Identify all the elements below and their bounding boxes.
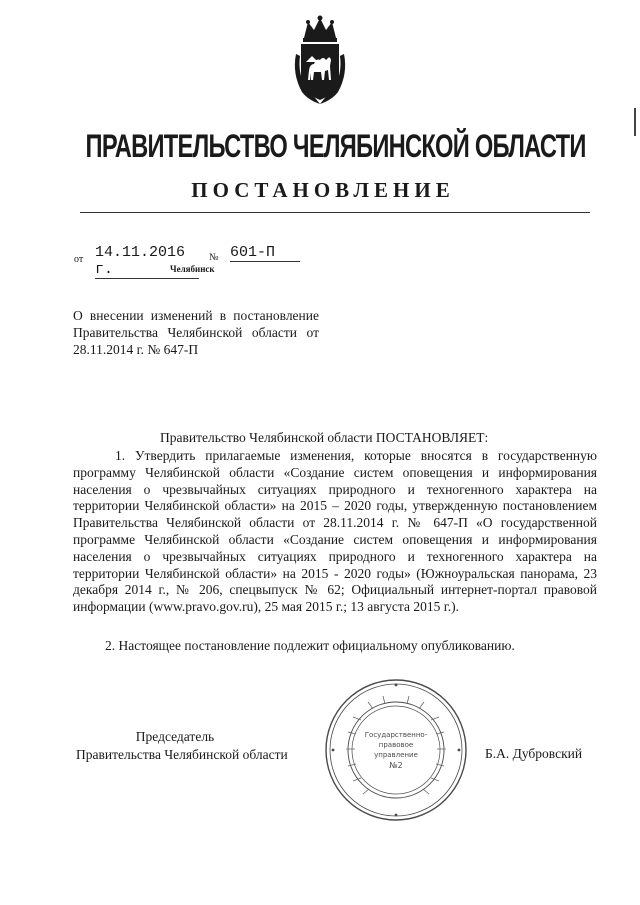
document-subject: О внесении изменений в постановление Правительства Челябинской области от 28.11.2014 г. № 647-П xyxy=(73,308,319,357)
scan-edge-mark xyxy=(634,108,636,136)
stamp-text-3: управление xyxy=(374,751,418,759)
preamble: Правительство Челябинской области ПОСТАНОВЛЯЕТ: xyxy=(160,430,489,445)
from-label: от xyxy=(74,254,84,265)
organization-title: ПРАВИТЕЛЬСТВО ЧЕЛЯБИНСКОЙ ОБЛАСТИ xyxy=(85,128,586,164)
signatory-name: Б.А. Дубровский xyxy=(485,746,583,761)
stamp-text-2: правовое xyxy=(378,741,414,749)
official-stamp xyxy=(323,677,469,823)
stamp-text-1: Государственно- xyxy=(364,731,428,739)
stamp-text-4: №2 xyxy=(389,761,403,770)
coat-of-arms-icon xyxy=(290,14,350,106)
document-number: 601-П xyxy=(230,244,300,262)
header-divider xyxy=(80,212,590,213)
signatory-title xyxy=(76,728,326,764)
number-label: № xyxy=(209,252,219,263)
document-date: 14.11.2016 г. xyxy=(95,244,199,279)
signatory-title-line2: Правительства Челябинской области xyxy=(76,747,288,762)
document-type: ПОСТАНОВЛЕНИЕ xyxy=(191,178,455,202)
paragraph-2: 2. Настоящее постановление подлежит официальному опубликованию. xyxy=(105,638,515,653)
paragraph-1: 1. Утвердить прилагаемые изменения, которые вносятся в государственную программу Челябинской области «Создание систем оповещения и информирования населения о чрезвычайных ситуациях природного и техногенного характера на территории Челябинской области» на 2015 – 2020 годы, утвержденную постановлением Правительства Челябинской области от 28.11.2014 г. № 647-П «О государственной программе Челябинской области «Создание систем оповещения и информирования населения о чрезвычайных ситуациях природного и техногенного характера на территории Челябинской области» на 2015 - 2020 годы» (Южноуральская панорама, 23 декабря 2014 г., № 206, спецвыпуск № 62; Официальный интернет-портал правовой информации (www.pravo.gov.ru), 25 мая 2015 г.; 13 августа 2015 г.). xyxy=(73,448,597,615)
signatory-title-line1: Председатель xyxy=(135,729,215,744)
place-of-issue: Челябинск xyxy=(170,264,215,274)
